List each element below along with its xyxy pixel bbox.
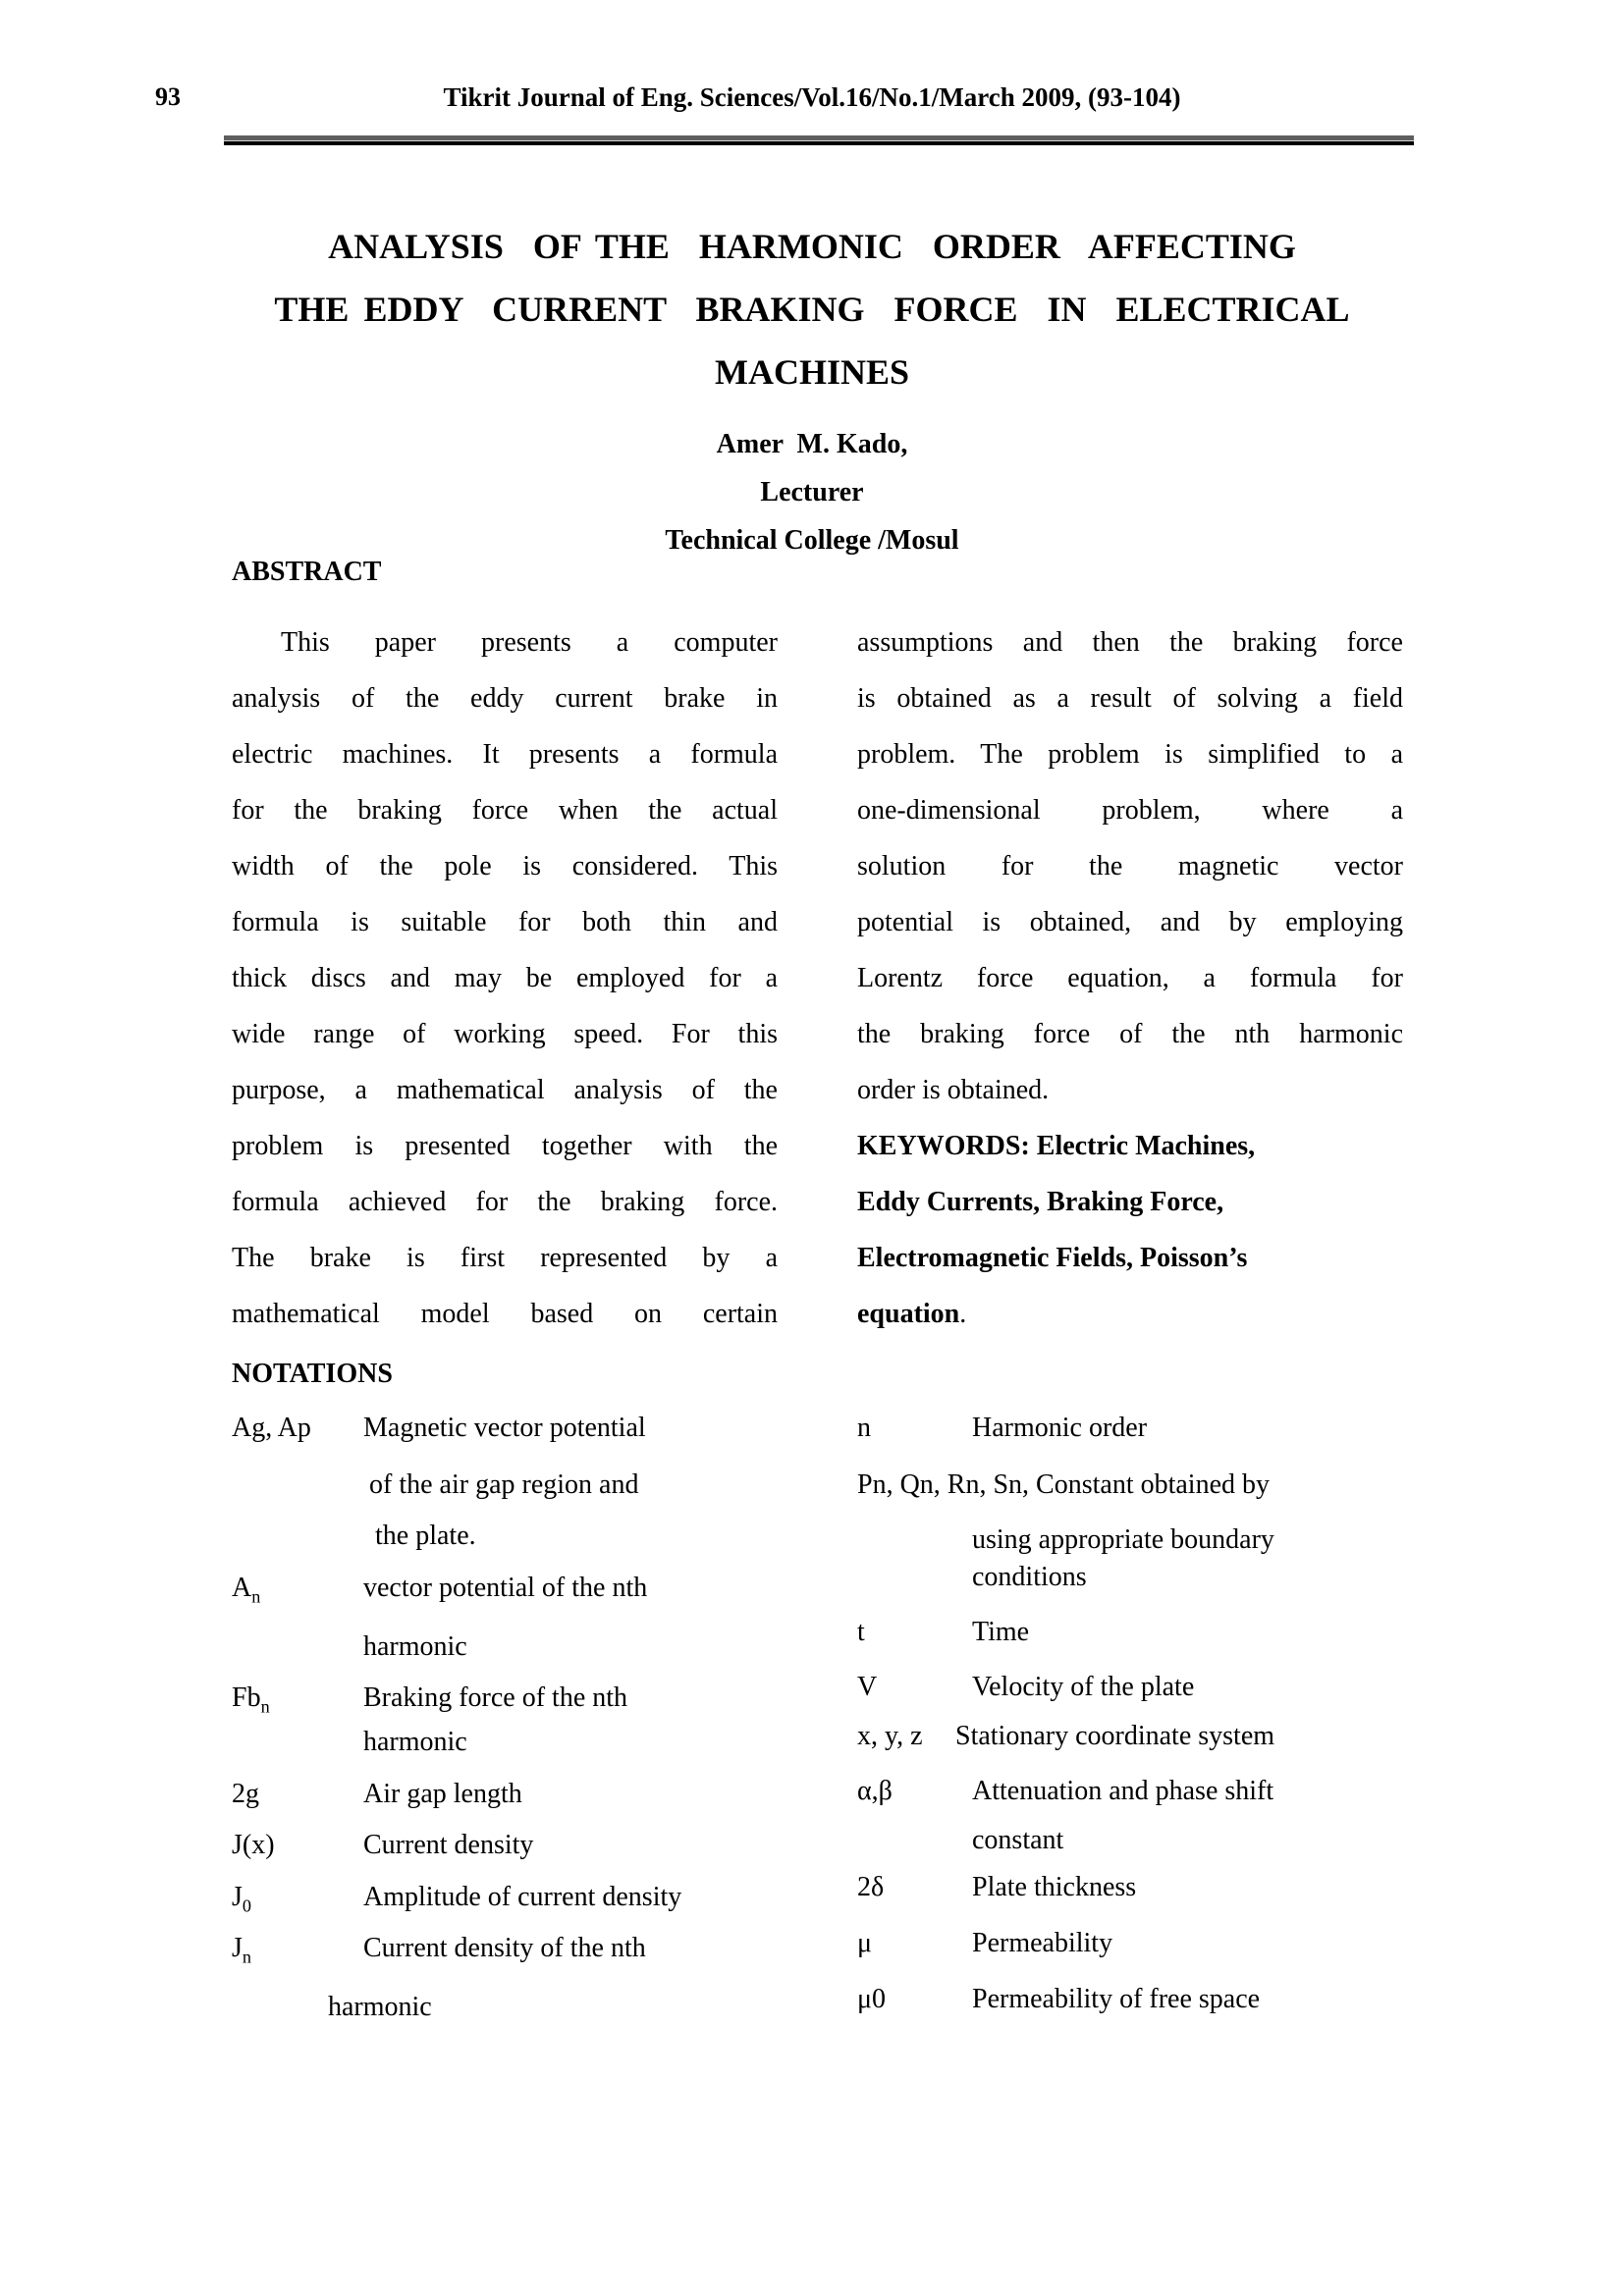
notation-row [857,1868,1407,1907]
keywords-period: . [959,1299,967,1329]
notation-definition: Plate thickness [972,1872,1137,1902]
abstract-line: Lorentz force equation, a formula for [857,963,1403,993]
notation-definition: Harmonic order [972,1413,1148,1443]
notation-term: V [857,1672,878,1702]
abstract-column-right [857,614,1403,1342]
notation-row [857,1558,1407,1597]
notation-term-subscript: n [242,1947,251,1967]
notation-term-inline: Pn, Qn, Rn, Sn, Constant obtained by [857,1469,1271,1500]
header-rule-black [224,141,1414,145]
abstract-heading: ABSTRACT [232,557,382,587]
notation-term: 2g [232,1779,259,1809]
notation-term: n [857,1413,871,1443]
notation-row [857,1772,1407,1811]
notation-definition: Time [972,1617,1030,1647]
notation-term: $A_n$ [232,1573,261,1607]
abstract-column-left [232,614,778,1342]
notation-definition: constant [972,1825,1064,1855]
notations-heading: NOTATIONS [232,1359,393,1389]
abstract-line: thick discs and may be employed for a [232,963,778,993]
notation-term: $J_0$ [232,1882,251,1916]
notation-row [857,1409,1407,1448]
notation-definition: Permeability of free space [972,1984,1261,2014]
notation-term: t [857,1617,865,1647]
notation-definition: Amplitude of current density [363,1882,682,1912]
abstract-line: problem is presented together with the [232,1131,778,1161]
notation-definition: Braking force of the nth [363,1682,628,1713]
notation-definition: Attenuation and phase shift [972,1776,1274,1806]
notation-definition: using appropriate boundary [972,1524,1274,1555]
keywords-line: KEYWORDS: Electric Machines, [857,1131,1256,1161]
notation-row [232,1775,782,1814]
notation-term: J(x) [232,1830,275,1860]
notation-definition: conditions [972,1562,1087,1592]
notation-row [232,1929,782,1968]
notation-row [857,1980,1407,2019]
notation-term: μ0 [857,1984,887,2014]
notation-definition: the plate. [375,1521,476,1551]
notation-row [857,1466,1407,1505]
abstract-line: formula is suitable for both thin and [232,907,778,937]
abstract-line: The brake is first represented by a [232,1243,778,1273]
notation-definition: harmonic [328,1992,432,2022]
author-affiliation: Technical College /Mosul [665,525,959,556]
notation-row [232,1466,782,1505]
abstract-line: assumptions and then the braking force [857,627,1403,658]
notation-row [232,1723,782,1762]
abstract-line: one-dimensional problem, where a [857,795,1403,826]
keywords-line: Electromagnetic Fields, Poisson’s [857,1243,1248,1273]
notation-row [232,1628,782,1667]
notation-definition: Velocity of the plate [972,1672,1195,1702]
notation-term-subscript: n [260,1696,270,1717]
journal-header: Tikrit Journal of Eng. Sciences/Vol.16/No.1/March 2009, (93-104) [443,82,1181,112]
paper-title-line-3: MACHINES [714,352,910,392]
notation-definition: vector potential of the nth [363,1573,648,1603]
notation-term: x, y, z [857,1721,923,1751]
notation-definition: of the air gap region and [369,1469,639,1500]
notation-row [857,1924,1407,1963]
abstract-line: width of the pole is considered. This [232,851,778,881]
notation-definition: Current density of the nth [363,1933,646,1963]
notation-row [857,1613,1407,1652]
abstract-line: solution for the magnetic vector [857,851,1403,881]
abstract-line: wide range of working speed. For this [232,1019,778,1049]
abstract-line: analysis of the eddy current brake in [232,683,778,714]
abstract-line: potential is obtained, and by employing [857,907,1403,937]
notation-term: 2δ [857,1872,885,1902]
abstract-line: This paper presents a computer [281,627,778,658]
abstract-line: mathematical model based on certain [232,1299,778,1329]
notation-row [857,1821,1407,1860]
abstract-line: electric machines. It presents a formula [232,739,778,770]
notation-definition: Stationary coordinate system [955,1721,1275,1751]
keywords-line: Eddy Currents, Braking Force, [857,1187,1224,1217]
notation-row [232,1569,782,1608]
abstract-line: is obtained as a result of solving a field [857,683,1403,714]
notation-row [857,1668,1407,1707]
notation-row [232,1409,782,1448]
notation-row [232,1517,782,1556]
keywords-line: equation. [857,1299,967,1329]
author-name: Amer M. Kado, [716,429,908,459]
notation-row [857,1717,1407,1756]
notation-row [857,1521,1407,1560]
paper-title [227,215,1397,403]
notation-term-subscript: 0 [242,1896,251,1916]
notation-term-subscript: n [251,1586,261,1607]
notation-term: α,β [857,1776,893,1806]
notation-definition: Air gap length [363,1779,522,1809]
abstract-line: problem. The problem is simplified to a [857,739,1403,770]
abstract-line: for the braking force when the actual [232,795,778,826]
notation-row [232,1679,782,1718]
author-block [227,420,1397,564]
notation-row [232,1878,782,1917]
abstract-line: purpose, a mathematical analysis of the [232,1075,778,1105]
notation-row [232,1826,782,1865]
author-role: Lecturer [760,477,864,507]
notation-definition: harmonic [363,1727,467,1757]
notation-term: μ [857,1928,873,1958]
notation-definition: Magnetic vector potential [363,1413,646,1443]
notation-row [232,1988,782,2027]
abstract-line: order is obtained. [857,1075,1050,1105]
notation-term: $J_n$ [232,1933,251,1967]
notation-term: Ag, Ap [232,1413,311,1443]
notation-term: $Fb_n$ [232,1682,270,1717]
notation-definition: Permeability [972,1928,1113,1958]
page-number: 93 [155,82,181,111]
paper-title-line-1: ANALYSIS OF THE HARMONIC ORDER AFFECTING [328,227,1296,266]
abstract-line: formula achieved for the braking force. [232,1187,778,1217]
notation-definition: Current density [363,1830,534,1860]
abstract-line: the braking force of the nth harmonic [857,1019,1403,1049]
notation-definition: harmonic [363,1631,467,1662]
paper-title-line-2: THE EDDY CURRENT BRAKING FORCE IN ELECTRICAL [274,290,1350,329]
